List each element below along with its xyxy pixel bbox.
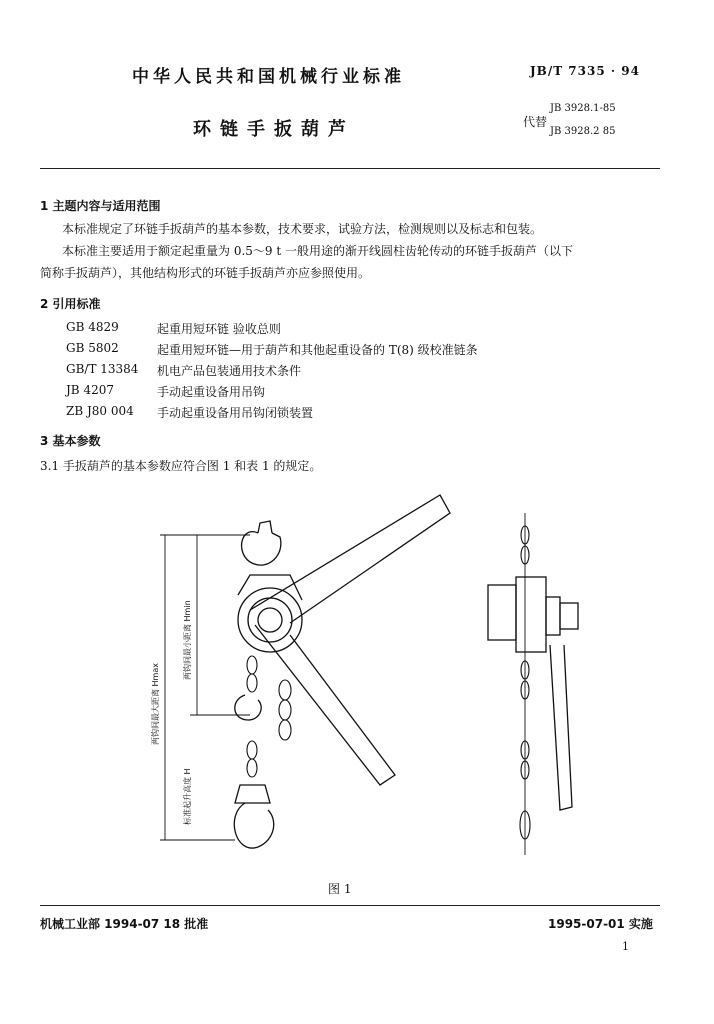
reference-code: GB 4829 xyxy=(66,320,119,334)
dimension-label-hmax: 两钩间最大距离 Hmax xyxy=(151,663,160,745)
approval-date: 机械工业部 1994-07 18 批准 xyxy=(40,917,209,931)
reference-code: GB/T 13384 xyxy=(66,362,139,376)
dimension-label-hmin: 两钩间最小距离 Hmin xyxy=(183,600,192,680)
reference-title: 手动起重设备用吊钩闭锁装置 xyxy=(157,406,314,420)
section-1-paragraph-1: 本标准规定了环链手扳葫芦的基本参数，技术要求，试验方法，检测规则以及标志和包装。 xyxy=(62,222,543,236)
replaced-standard-2: JB 3928.2 85 xyxy=(550,126,616,137)
header-rule xyxy=(40,168,660,169)
reference-title: 起重用短环链—用于葫芦和其他起重设备的 T(8) 级校准链条 xyxy=(157,343,478,357)
dimension-label-h: 标准起升高度 H xyxy=(183,768,192,825)
page-number: 1 xyxy=(622,940,629,953)
section-1-paragraph-2a: 本标准主要适用于额定起重量为 0.5～9 t 一般用途的渐开线圆柱齿轮传动的环链手扳葫芦（以下 xyxy=(62,244,573,258)
reference-code: JB 4207 xyxy=(66,383,114,397)
standard-number: JB/T 7335 · 94 xyxy=(530,64,640,78)
section-3-1-paragraph: 3.1 手扳葫芦的基本参数应符合图 1 和表 1 的规定。 xyxy=(40,459,322,473)
reference-title: 机电产品包装通用技术条件 xyxy=(157,364,302,378)
section-1-paragraph-2b: 简称手扳葫芦），其他结构形式的环链手扳葫芦亦应参照使用。 xyxy=(40,266,371,280)
dimension-lines xyxy=(160,535,250,840)
document-title: 环链手扳葫芦 xyxy=(193,119,355,140)
section-1-heading: 1 主题内容与适用范围 xyxy=(40,199,161,213)
reference-title: 起重用短环链 验收总则 xyxy=(157,322,281,336)
figure-1-drawing xyxy=(140,485,620,870)
section-3-heading: 3 基本参数 xyxy=(40,434,101,448)
standard-category-title: 中华人民共和国机械行业标准 xyxy=(132,67,405,87)
hoist-front-view xyxy=(234,495,450,848)
reference-title: 手动起重设备用吊钩 xyxy=(157,385,266,399)
footer-rule xyxy=(40,905,660,906)
replaced-standard-1: JB 3928.1-85 xyxy=(550,103,616,114)
section-2-heading: 2 引用标准 xyxy=(40,297,101,311)
replaces-label: 代替 xyxy=(523,115,548,129)
hoist-side-view xyxy=(488,513,578,855)
reference-code: GB 5802 xyxy=(66,341,119,355)
reference-code: ZB J80 004 xyxy=(66,404,134,418)
figure-1-caption: 图 1 xyxy=(328,882,352,896)
implementation-date: 1995-07-01 实施 xyxy=(548,917,653,931)
